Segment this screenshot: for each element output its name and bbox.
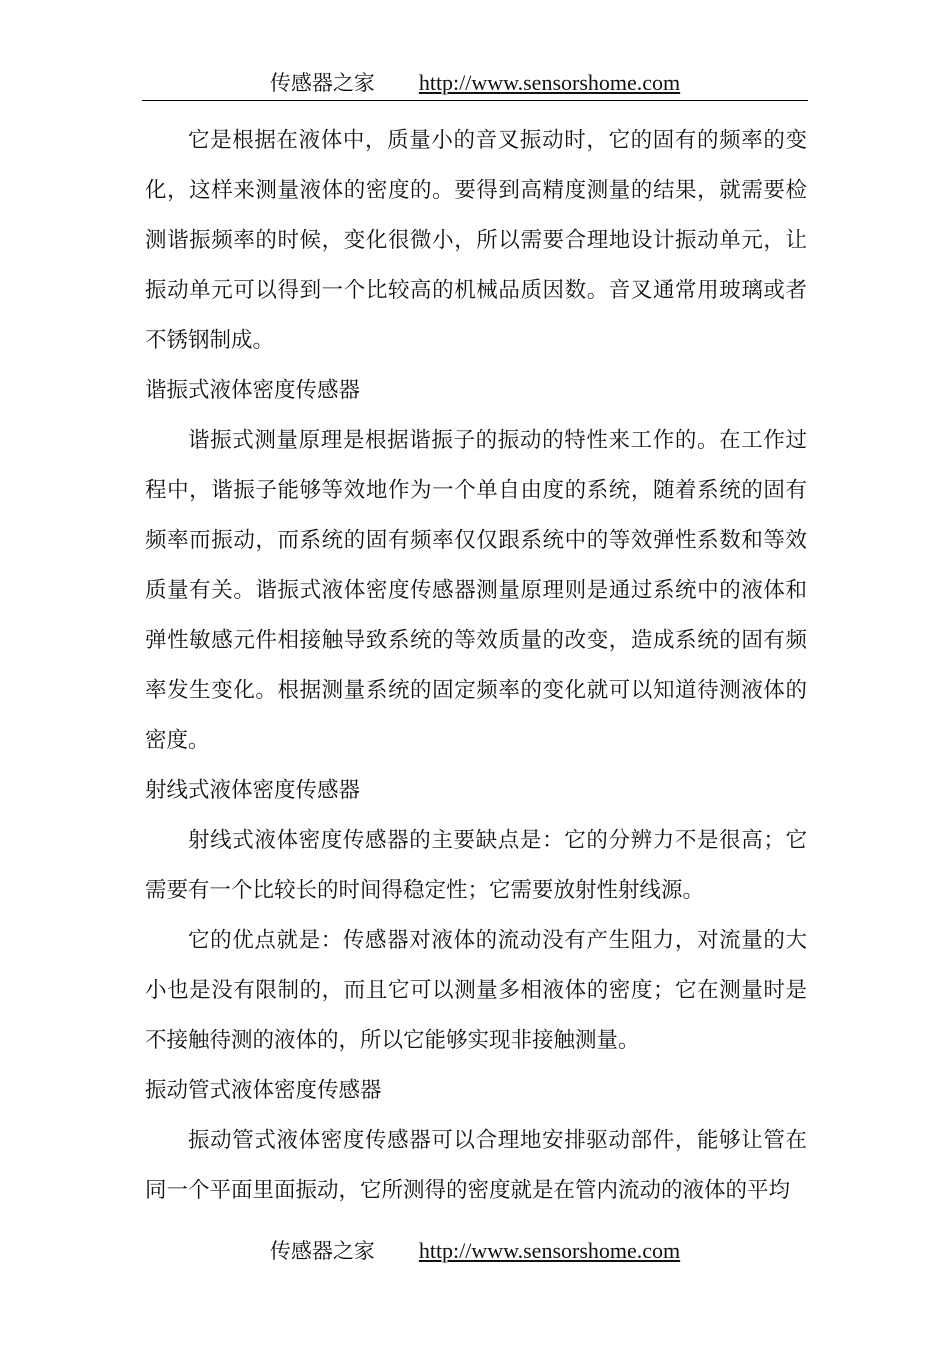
section-heading-radiation: 射线式液体密度传感器 <box>145 778 361 803</box>
page-footer <box>142 1234 808 1268</box>
header-site-name: 传感器之家 <box>269 71 375 95</box>
section-heading-vibrating-tube: 振动管式液体密度传感器 <box>145 1078 382 1103</box>
document-body <box>145 116 807 1216</box>
footer-site-url[interactable]: http://www.sensorshome.com <box>418 1238 681 1263</box>
header-site-url[interactable]: http://www.sensorshome.com <box>418 70 681 95</box>
paragraph-tuning-fork: 它是根据在液体中，质量小的音叉振动时，它的固有的频率的变化，这样来测量液体的密度的。要得到高精度测量的结果，就需要检测谐振频率的时候，变化很微小，所以需要合理地设计振动单元，让振动单元可以得到一个比较高的机械品质因数。音叉通常用玻璃或者不锈钢制成。 <box>145 128 807 353</box>
footer-site-name: 传感器之家 <box>269 1239 375 1263</box>
paragraph-radiation-drawbacks: 射线式液体密度传感器的主要缺点是：它的分辨力不是很高；它需要有一个比较长的时间得稳定性；它需要放射性射线源。 <box>145 828 807 903</box>
paragraph-radiation-advantages: 它的优点就是：传感器对液体的流动没有产生阻力，对流量的大小也是没有限制的，而且它可以测量多相液体的密度；它在测量时是不接触待测的液体的，所以它能够实现非接触测量。 <box>145 928 807 1053</box>
paragraph-vibrating-tube: 振动管式液体密度传感器可以合理地安排驱动部件，能够让管在同一个平面里面振动，它所测得的密度就是在管内流动的液体的平均 <box>145 1128 807 1203</box>
paragraph-resonant: 谐振式测量原理是根据谐振子的振动的特性来工作的。在工作过程中，谐振子能够等效地作为一个单自由度的系统，随着系统的固有频率而振动，而系统的固有频率仅仅跟系统中的等效弹性系数和等效质量有关。谐振式液体密度传感器测量原理则是通过系统中的液体和弹性敏感元件相接触导致系统的等效质量的改变，造成系统的固有频率发生变化。根据测量系统的固定频率的变化就可以知道待测液体的密度。 <box>145 428 807 753</box>
page-header <box>142 66 808 101</box>
section-heading-resonant: 谐振式液体密度传感器 <box>145 378 361 403</box>
